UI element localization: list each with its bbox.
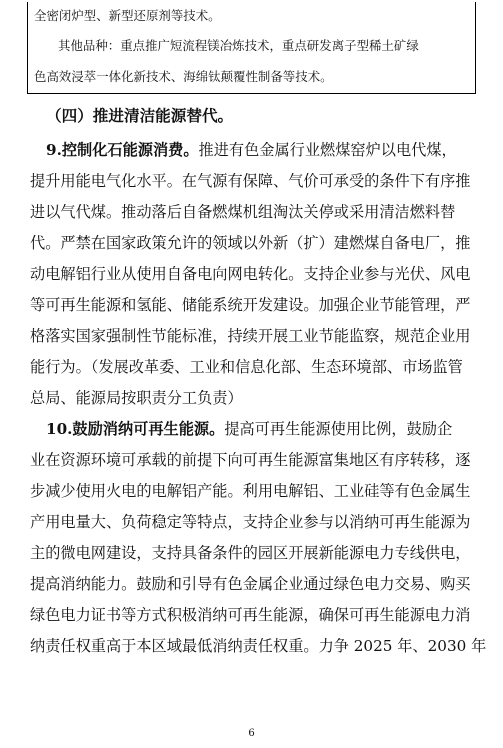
paragraph-line: 进以气代煤。推动落后自备燃煤机组淘汰关停或采用清洁燃料替 (30, 203, 456, 221)
paragraph-line (46, 140, 457, 160)
paragraph-line: 业在资源环境可承载的前提下向可再生能源富集地区有序转移，逐 (30, 451, 471, 469)
paragraph-line: 提高消纳能力。鼓励和引导有色金属企业通过绿色电力交易、购买 (30, 575, 471, 593)
section-title: （四）推进清洁能源替代。 (46, 106, 234, 125)
paragraph-line: 主的微电网建设，支持具备条件的园区开展新能源电力专线供电， (30, 544, 471, 562)
paragraph-line: 动电解铝行业从使用自备电向网电转化。支持企业参与光伏、风电 (30, 265, 471, 283)
paragraph-text: 推进有色金属行业燃煤窑炉以电代煤， (198, 141, 457, 159)
paragraph-line: 绿色电力证书等方式积极消纳可再生能源，确保可再生能源电力消 (30, 606, 471, 624)
paragraph-line: 提升用能电气化水平。在气源有保障、气价可承受的条件下有序推 (30, 172, 471, 190)
paragraph-text: 提高可再生能源使用比例，鼓励企 (224, 420, 453, 438)
paragraph-line: 格落实国家强制性节能标准，持续开展工业节能监察，规范企业用 (30, 327, 471, 345)
paragraph-heading: 9.控制化石能源消费。 (46, 141, 199, 159)
paragraph-line: 总局、能源局按职责分工负责） (30, 389, 243, 407)
paragraph-line: 代。严禁在国家政策允许的领域以外新（扩）建燃煤自备电厂，推 (30, 234, 471, 252)
technology-box (27, 2, 476, 94)
paragraph-line: 纳责任权重高于本区域最低消纳责任权重。力争 2025 年、2030 年 (30, 637, 487, 655)
paragraph-line (46, 419, 452, 439)
paragraph-line: 产用电量大、负荷稳定等特点，支持企业参与以消纳可再生能源为 (30, 513, 471, 531)
paragraph-line: 步减少使用火电的电解铝产能。利用电解铝、工业硅等有色金属生 (30, 482, 471, 500)
paragraph-line: 能行为。（发展改革委、工业和信息化部、生态环境部、市场监管 (30, 358, 463, 376)
page-number: 6 (248, 728, 255, 739)
box-line: 全密闭炉型、新型还原剂等技术。 (34, 8, 221, 23)
box-line: 其他品种：重点推广短流程镁冶炼技术，重点研发离子型稀土矿绿 (58, 38, 419, 53)
paragraph-line: 等可再生能源和氢能、储能系统开发建设。加强企业节能管理，严 (30, 296, 471, 314)
box-line: 色高效浸萃一体化新技术、海绵钛颠覆性制备等技术。 (34, 69, 333, 84)
paragraph-heading: 10.鼓励消纳可再生能源。 (46, 420, 225, 438)
